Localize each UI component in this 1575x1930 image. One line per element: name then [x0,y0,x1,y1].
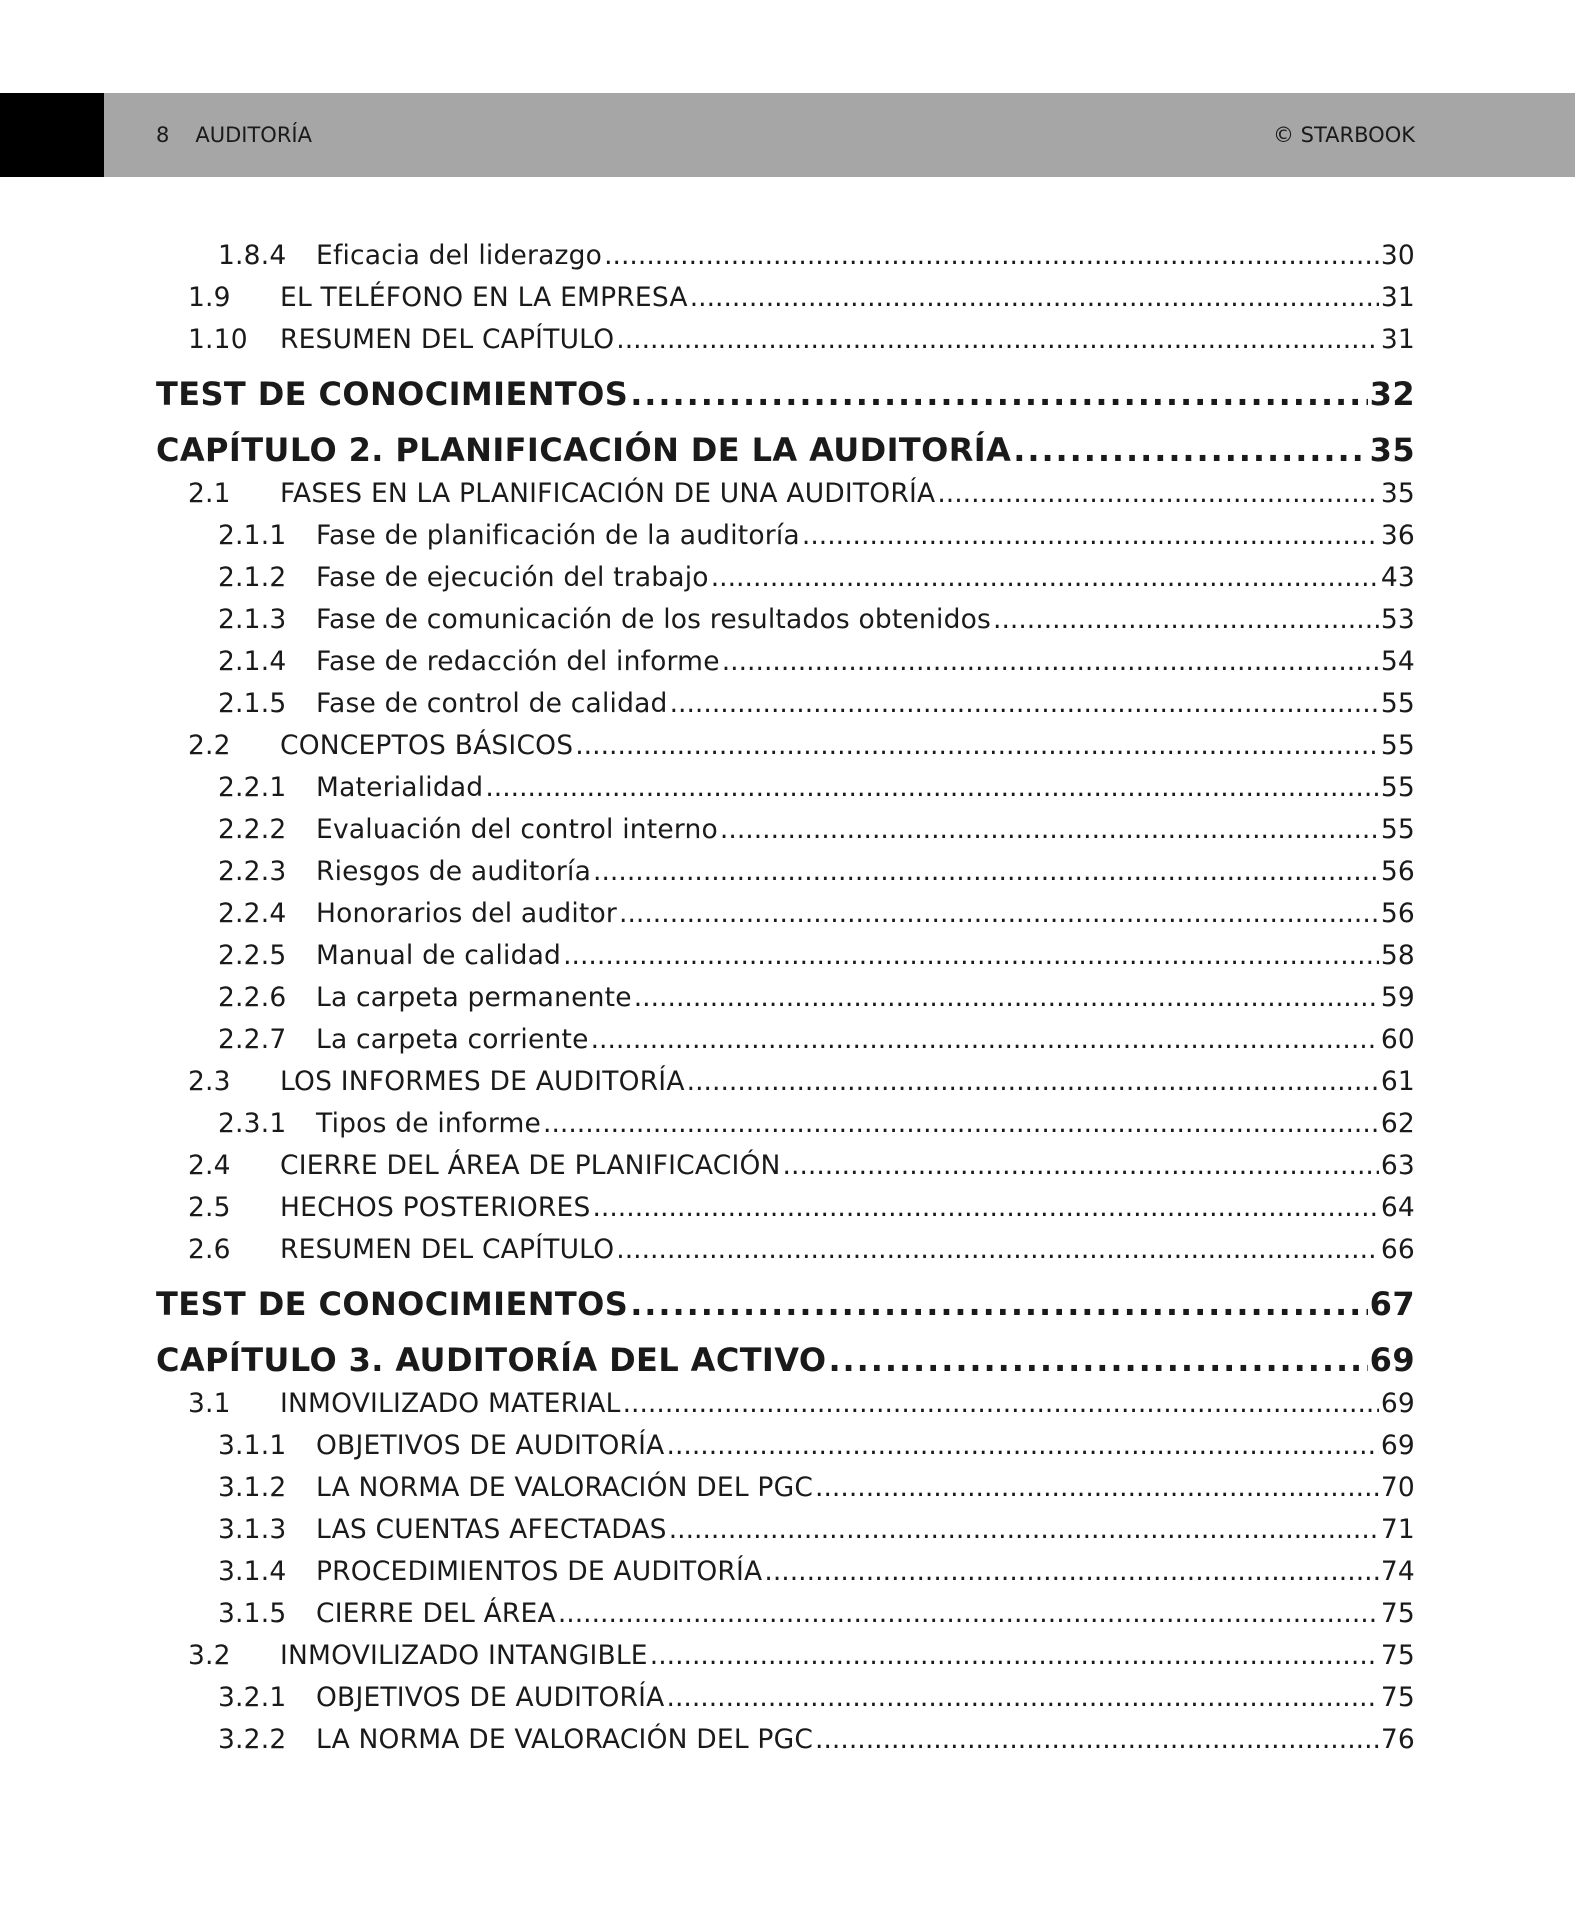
dot-leader [783,1150,1379,1181]
toc-entry-number: 1.8.4 [218,240,287,271]
toc-entry[interactable] [156,1724,1415,1766]
dot-leader [630,1285,1367,1323]
toc-entry-number: 2.6 [188,1234,231,1265]
dot-leader [604,240,1379,271]
toc-entry-title: Fase de control de calidad [316,688,668,719]
toc-entry-number: 3.1.1 [218,1430,287,1461]
dot-leader [593,856,1379,887]
toc-entry-title: OBJETIVOS DE AUDITORÍA [316,1682,665,1713]
toc-entry-title: EL TELÉFONO EN LA EMPRESA [280,282,688,313]
toc-entry[interactable] [156,562,1415,604]
toc-entry-page: 61 [1380,1066,1415,1097]
toc-entry-page: 35 [1380,478,1415,509]
toc-entry-number: 2.1.3 [218,604,287,635]
toc-entry-title: TEST DE CONOCIMIENTOS [156,1285,629,1323]
dot-leader [764,1556,1378,1587]
dot-leader [802,520,1379,551]
toc-entry[interactable] [156,1066,1415,1108]
toc-entry[interactable] [156,898,1415,940]
toc-entry-title: La carpeta corriente [316,1024,589,1055]
toc-entry-page: 69 [1380,1388,1415,1419]
toc-entry-number: 2.1.5 [218,688,287,719]
toc-entry-number: 3.1.2 [218,1472,287,1503]
toc-entry-number: 2.4 [188,1150,231,1181]
toc-entry-page: 67 [1369,1285,1415,1323]
toc-entry-page: 31 [1380,324,1415,355]
toc-entry-title: RESUMEN DEL CAPÍTULO [280,1234,615,1265]
toc-entry[interactable] [156,1108,1415,1150]
toc-entry-title: FASES EN LA PLANIFICACIÓN DE UNA AUDITORÍA [280,478,936,509]
dot-leader [630,375,1367,413]
dot-leader [690,282,1379,313]
toc-entry[interactable] [156,478,1415,520]
toc-entry-page: 70 [1380,1472,1415,1503]
toc-entry-page: 36 [1380,520,1415,551]
toc-entry[interactable] [156,1640,1415,1682]
toc-entry[interactable] [156,1598,1415,1640]
toc-entry-page: 55 [1380,814,1415,845]
publisher-label: © STARBOOK [1272,123,1415,147]
toc-entry[interactable] [156,856,1415,898]
dot-leader [722,646,1379,677]
toc-entry[interactable] [156,688,1415,730]
header-black-tab [0,93,104,177]
toc-entry-title: Fase de ejecución del trabajo [316,562,709,593]
toc-entry-page: 66 [1380,1234,1415,1265]
dot-leader [815,1724,1379,1755]
dot-leader [720,814,1379,845]
toc-entry[interactable] [156,730,1415,772]
dot-leader [619,898,1379,929]
toc-entry-page: 56 [1380,856,1415,887]
dot-leader [616,1234,1379,1265]
toc-entry-title: CIERRE DEL ÁREA [316,1598,556,1629]
toc-entry-title: LA NORMA DE VALORACIÓN DEL PGC [316,1472,814,1503]
dot-leader [670,688,1379,719]
toc-entry-title: PROCEDIMIENTOS DE AUDITORÍA [316,1556,763,1587]
toc-entry-title: INMOVILIZADO MATERIAL [280,1388,621,1419]
toc-entry-page: 60 [1380,1024,1415,1055]
dot-leader [591,1024,1379,1055]
toc-entry-page: 62 [1380,1108,1415,1139]
toc-entry[interactable] [156,240,1415,282]
toc-entry[interactable] [156,1472,1415,1514]
dot-leader [650,1640,1379,1671]
toc-entry-number: 2.2.5 [218,940,287,971]
dot-leader [669,1514,1379,1545]
dot-leader [623,1388,1379,1419]
toc-entry-title: CONCEPTOS BÁSICOS [280,730,574,761]
dot-leader [592,1192,1378,1223]
toc-entry[interactable] [156,1556,1415,1598]
toc-entry-number: 2.2.4 [218,898,287,929]
toc-entry-number: 2.5 [188,1192,231,1223]
toc-entry-title: LAS CUENTAS AFECTADAS [316,1514,667,1545]
toc-entry-number: 2.1.4 [218,646,287,677]
toc-entry[interactable] [156,324,1415,366]
toc-entry-title: Honorarios del auditor [316,898,618,929]
toc-entry-page: 71 [1380,1514,1415,1545]
toc-entry[interactable] [156,1150,1415,1192]
toc-entry-page: 55 [1380,772,1415,803]
dot-leader [543,1108,1379,1139]
dot-leader [563,940,1379,971]
toc-entry-number: 2.3 [188,1066,231,1097]
toc-entry[interactable] [156,1234,1415,1276]
toc-entry-title: CAPÍTULO 3. AUDITORÍA DEL ACTIVO [156,1341,827,1379]
toc-entry-number: 2.2.2 [218,814,287,845]
toc-entry-page: 55 [1380,688,1415,719]
toc-entry-number: 2.3.1 [218,1108,287,1139]
toc-entry[interactable] [156,1024,1415,1066]
toc-chapter-entry[interactable] [156,1332,1415,1388]
book-title: AUDITORÍA [195,123,312,147]
dot-leader [687,1066,1379,1097]
toc-entry[interactable] [156,1192,1415,1234]
header-left [156,93,312,177]
toc-entry[interactable] [156,282,1415,324]
toc-entry-title: Tipos de informe [316,1108,541,1139]
dot-leader [815,1472,1379,1503]
dot-leader [485,772,1379,803]
toc-entry-page: 75 [1380,1598,1415,1629]
toc-entry-number: 1.9 [188,282,231,313]
toc-entry-number: 3.2.2 [218,1724,287,1755]
toc-entry[interactable] [156,1682,1415,1724]
toc-entry-number: 3.2 [188,1640,231,1671]
page-number: 8 [156,123,170,147]
toc-entry-title: OBJETIVOS DE AUDITORÍA [316,1430,665,1461]
toc-entry-page: 59 [1380,982,1415,1013]
toc-entry-page: 75 [1380,1640,1415,1671]
toc-entry-number: 2.2 [188,730,231,761]
toc-entry-page: 31 [1380,282,1415,313]
running-header [0,93,1575,177]
dot-leader [993,604,1379,635]
dot-leader [1013,431,1367,469]
toc-entry-title: Eficacia del liderazgo [316,240,603,271]
toc-entry-page: 64 [1380,1192,1415,1223]
toc-entry-page: 75 [1380,1682,1415,1713]
toc-entry-page: 54 [1380,646,1415,677]
toc-entry-number: 3.1.5 [218,1598,287,1629]
toc-entry-number: 2.1.2 [218,562,287,593]
toc-entry[interactable] [156,646,1415,688]
toc-entry[interactable] [156,772,1415,814]
toc-entry-page: 55 [1380,730,1415,761]
toc-entry-page: 30 [1380,240,1415,271]
toc-entry[interactable] [156,1430,1415,1472]
toc-entry-title: INMOVILIZADO INTANGIBLE [280,1640,648,1671]
table-of-contents [156,240,1415,1766]
dot-leader [711,562,1379,593]
toc-entry-page: 56 [1380,898,1415,929]
dot-leader [937,478,1379,509]
toc-entry-title: RESUMEN DEL CAPÍTULO [280,324,615,355]
toc-entry-number: 2.2.7 [218,1024,287,1055]
toc-entry-number: 2.2.1 [218,772,287,803]
toc-entry-title: Manual de calidad [316,940,562,971]
toc-entry[interactable] [156,982,1415,1024]
toc-entry-page: 69 [1380,1430,1415,1461]
toc-entry-title: LA NORMA DE VALORACIÓN DEL PGC [316,1724,814,1755]
dot-leader [667,1430,1379,1461]
toc-entry-number: 2.2.3 [218,856,287,887]
dot-leader [634,982,1379,1013]
toc-entry-page: 35 [1369,431,1415,469]
dot-leader [575,730,1379,761]
dot-leader [828,1341,1367,1379]
toc-entry-number: 3.1.4 [218,1556,287,1587]
toc-entry-title: La carpeta permanente [316,982,632,1013]
toc-chapter-entry[interactable] [156,366,1415,422]
toc-entry-page: 58 [1380,940,1415,971]
toc-entry-title: Materialidad [316,772,484,803]
toc-entry[interactable] [156,940,1415,982]
toc-entry-title: Evaluación del control interno [316,814,718,845]
toc-entry-number: 3.1 [188,1388,231,1419]
toc-entry-number: 2.1 [188,478,231,509]
toc-entry-page: 43 [1380,562,1415,593]
toc-entry-title: TEST DE CONOCIMIENTOS [156,375,629,413]
toc-entry-title: Riesgos de auditoría [316,856,592,887]
toc-entry-title: CIERRE DEL ÁREA DE PLANIFICACIÓN [280,1150,781,1181]
toc-entry-number: 3.2.1 [218,1682,287,1713]
toc-entry-title: Fase de comunicación de los resultados obtenidos [316,604,992,635]
toc-entry-title: CAPÍTULO 2. PLANIFICACIÓN DE LA AUDITORÍA [156,431,1012,469]
toc-chapter-entry[interactable] [156,422,1415,478]
dot-leader [558,1598,1379,1629]
dot-leader [616,324,1379,355]
toc-entry-title: Fase de redacción del informe [316,646,720,677]
toc-entry-title: Fase de planificación de la auditoría [316,520,800,551]
toc-entry-page: 63 [1380,1150,1415,1181]
toc-entry-page: 53 [1380,604,1415,635]
toc-entry-number: 2.1.1 [218,520,287,551]
toc-entry[interactable] [156,814,1415,856]
toc-entry-page: 32 [1369,375,1415,413]
toc-entry-title: LOS INFORMES DE AUDITORÍA [280,1066,685,1097]
toc-entry-title: HECHOS POSTERIORES [280,1192,591,1223]
toc-entry-page: 76 [1380,1724,1415,1755]
toc-entry-page: 74 [1380,1556,1415,1587]
toc-chapter-entry[interactable] [156,1276,1415,1332]
toc-entry[interactable] [156,1514,1415,1556]
toc-entry-page: 69 [1369,1341,1415,1379]
toc-entry-number: 2.2.6 [218,982,287,1013]
dot-leader [667,1682,1379,1713]
toc-entry-number: 1.10 [188,324,248,355]
toc-entry[interactable] [156,1388,1415,1430]
toc-entry-number: 3.1.3 [218,1514,287,1545]
toc-entry[interactable] [156,604,1415,646]
toc-entry[interactable] [156,520,1415,562]
